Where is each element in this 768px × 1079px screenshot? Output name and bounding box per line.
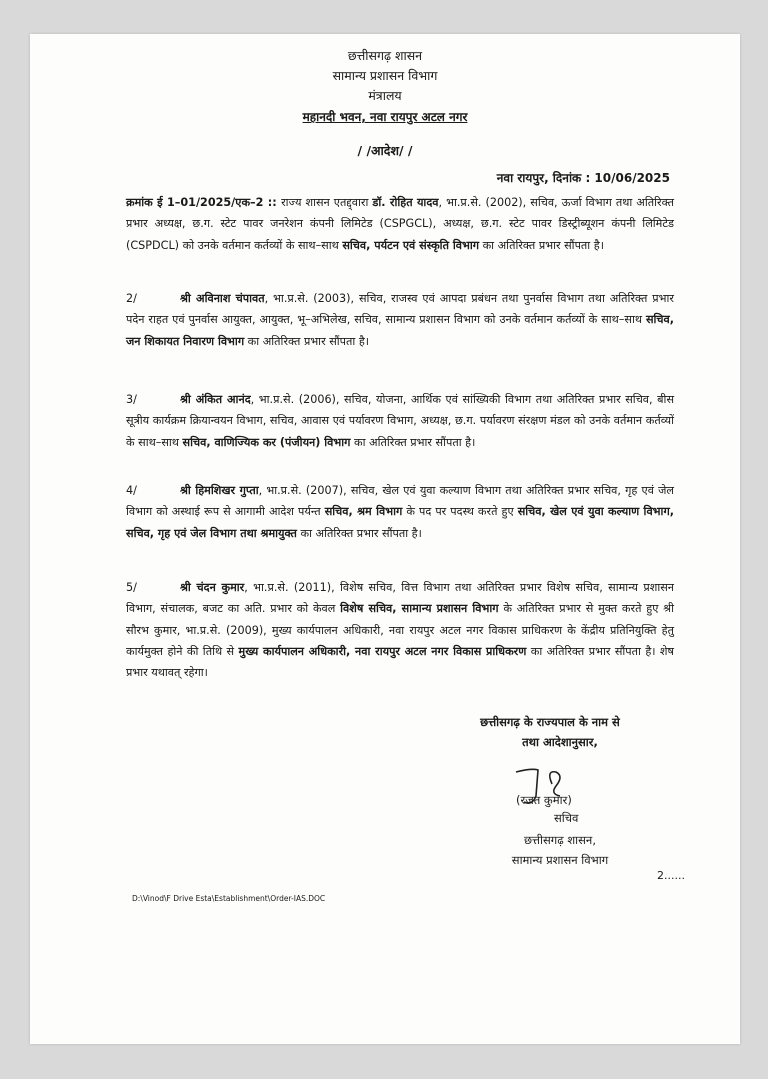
p4-text-c: का अतिरिक्त प्रभार सौंपता है। bbox=[296, 526, 422, 540]
p4-posting: सचिव, श्रम विभाग bbox=[324, 505, 403, 519]
document-page bbox=[30, 34, 740, 1044]
order-title: / /आदेश/ / bbox=[357, 143, 413, 158]
p1-charge: सचिव, पर्यटन एवं संस्कृति विभाग bbox=[342, 238, 480, 252]
closing-block bbox=[450, 712, 650, 752]
closing-line-1: छत्तीसगढ़ के राज्यपाल के नाम से bbox=[480, 715, 620, 729]
signatory-designation: सचिव bbox=[554, 811, 579, 825]
p4-officer: श्री हिमशिखर गुप्ता bbox=[180, 484, 259, 497]
p2-charge: सचिव, जन शिकायत निवारण विभाग bbox=[126, 313, 674, 348]
page-continue: 2...... bbox=[657, 869, 685, 882]
p3-number: 3/ bbox=[126, 393, 137, 406]
p5-relieved-charge: विशेष सचिव, सामान्य प्रशासन विभाग bbox=[340, 602, 499, 616]
p5-text-a: , भा.प्र.से. (2011), विशेष सचिव, वित्त विभाग तथा अतिरिक्त प्रभार विशेष सचिव, सामान्य प्रशासन विभाग, संचालक, बजट का अति. प्रभार को केवल bbox=[126, 581, 674, 616]
file-path: D:\Vinod\F Drive Esta\Establishment\Order-IAS.DOC bbox=[132, 894, 326, 903]
p2-text-a: , भा.प्र.से. (2003), सचिव, राजस्व एवं आपदा प्रबंधन तथा पुनर्वास विभाग तथा अतिरिक्त प्रभार पदेन राहत एवं पुनर्वास आयुक्त, आयुक्त, भू–अभिलेख, सचिव, सामान्य प्रशासन विभाग को उनके वर्तमान कर्तव्यों के साथ–साथ bbox=[126, 292, 674, 327]
p1-text-c: का अतिरिक्त प्रभार सौंपता है। bbox=[479, 238, 604, 252]
p2-number: 2/ bbox=[126, 292, 137, 305]
header-ministry: मंत्रालय bbox=[368, 88, 402, 103]
p3-charge: सचिव, वाणिज्यिक कर (पंजीयन) विभाग bbox=[182, 435, 351, 449]
signatory-name: (रजत कुमार) bbox=[516, 793, 572, 807]
signatory-block bbox=[502, 790, 662, 828]
p5-charge: मुख्य कार्यपालन अधिकारी, नवा रायपुर अटल नगर विकास प्राधिकरण bbox=[238, 644, 527, 658]
order-number: क्रमांक ई 1–01/2025/एक–2 :: bbox=[126, 196, 282, 209]
p5-text-c: का अतिरिक्त प्रभार सौंपता है। शेष प्रभार यथावत् रहेगा। bbox=[126, 644, 674, 680]
paragraph-1 bbox=[126, 192, 674, 256]
p5-officer: श्री चंदन कुमार bbox=[180, 581, 245, 594]
p1-text-a: राज्य शासन एतद्द्वारा bbox=[281, 196, 373, 209]
p2-text-b: का अतिरिक्त प्रभार सौंपता है। bbox=[244, 334, 370, 348]
p4-text-b: के पद पर पदस्थ करते हुए bbox=[402, 505, 518, 519]
signatory-office bbox=[450, 830, 670, 870]
p4-charge: सचिव, खेल एवं युवा कल्याण विभाग, सचिव, गृह एवं जेल विभाग तथा श्रमायुक्त bbox=[126, 505, 674, 540]
header-department: सामान्य प्रशासन विभाग bbox=[332, 68, 438, 83]
paragraph-5 bbox=[126, 577, 674, 683]
paragraph-4 bbox=[126, 480, 674, 544]
p5-text-b: के अतिरिक्त प्रभार से मुक्त करते हुए श्री सौरभ कुमार, भा.प्र.से. (2009), मुख्य कार्यपालन अधिकारी, नवा रायपुर अटल नगर विकास प्राधिकरण के केंद्रीय प्रतिनियुक्ति हेतु कार्यमुक्त होने की तिथि से bbox=[126, 602, 674, 658]
p3-officer: श्री अंकित आनंद bbox=[180, 393, 251, 406]
p5-number: 5/ bbox=[126, 581, 137, 594]
p3-text-a: , भा.प्र.से. (2006), सचिव, योजना, आर्थिक एवं सांख्यिकी विभाग तथा अतिरिक्त प्रभार सचिव, बीस सूत्रीय कार्यक्रम क्रियान्वयन विभाग, सचिव, आवास एवं पर्यावरण विभाग, अध्यक्ष, छ.ग. पर्यावरण संरक्षण मंडल को उनके वर्तमान कर्तव्यों के साथ–साथ bbox=[126, 393, 675, 449]
p1-officer: डॉ. रोहित यादव bbox=[372, 196, 439, 209]
order-dateline: नवा रायपुर, दिनांक : 10/06/2025 bbox=[496, 171, 670, 185]
paragraph-3 bbox=[126, 389, 674, 453]
header-address: महानदी भवन, नवा रायपुर अटल नगर bbox=[302, 110, 468, 124]
paragraph-2 bbox=[126, 288, 674, 352]
office-line-1: छत्तीसगढ़ शासन, bbox=[524, 833, 596, 847]
closing-line-2: तथा आदेशानुसार, bbox=[522, 735, 598, 749]
header-govt: छत्तीसगढ़ शासन bbox=[347, 48, 423, 63]
p4-number: 4/ bbox=[126, 484, 137, 497]
p2-officer: श्री अविनाश चंपावत bbox=[180, 292, 265, 305]
p1-text-b: , भा.प्र.से. (2002), सचिव, ऊर्जा विभाग तथा अतिरिक्त प्रभार अध्यक्ष, छ.ग. स्टेट पावर जनरेशन कंपनी लिमिटेड (CSPGCL), अध्यक्ष, छ.ग. स्टेट पावर डिस्ट्रीब्यूशन कंपनी लिमिटेड (CSPDCL) को उनके वर्तमान कर्तव्यों के साथ–साथ bbox=[126, 196, 674, 252]
p3-text-b: का अतिरिक्त प्रभार सौंपता है। bbox=[350, 435, 476, 449]
p4-text-a: , भा.प्र.से. (2007), सचिव, खेल एवं युवा कल्याण विभाग तथा अतिरिक्त प्रभार सचिव, गृह एवं जेल विभाग को अस्थाई रूप से आगामी आदेश पर्यन्त bbox=[126, 484, 674, 519]
office-line-2: सामान्य प्रशासन विभाग bbox=[511, 853, 609, 867]
